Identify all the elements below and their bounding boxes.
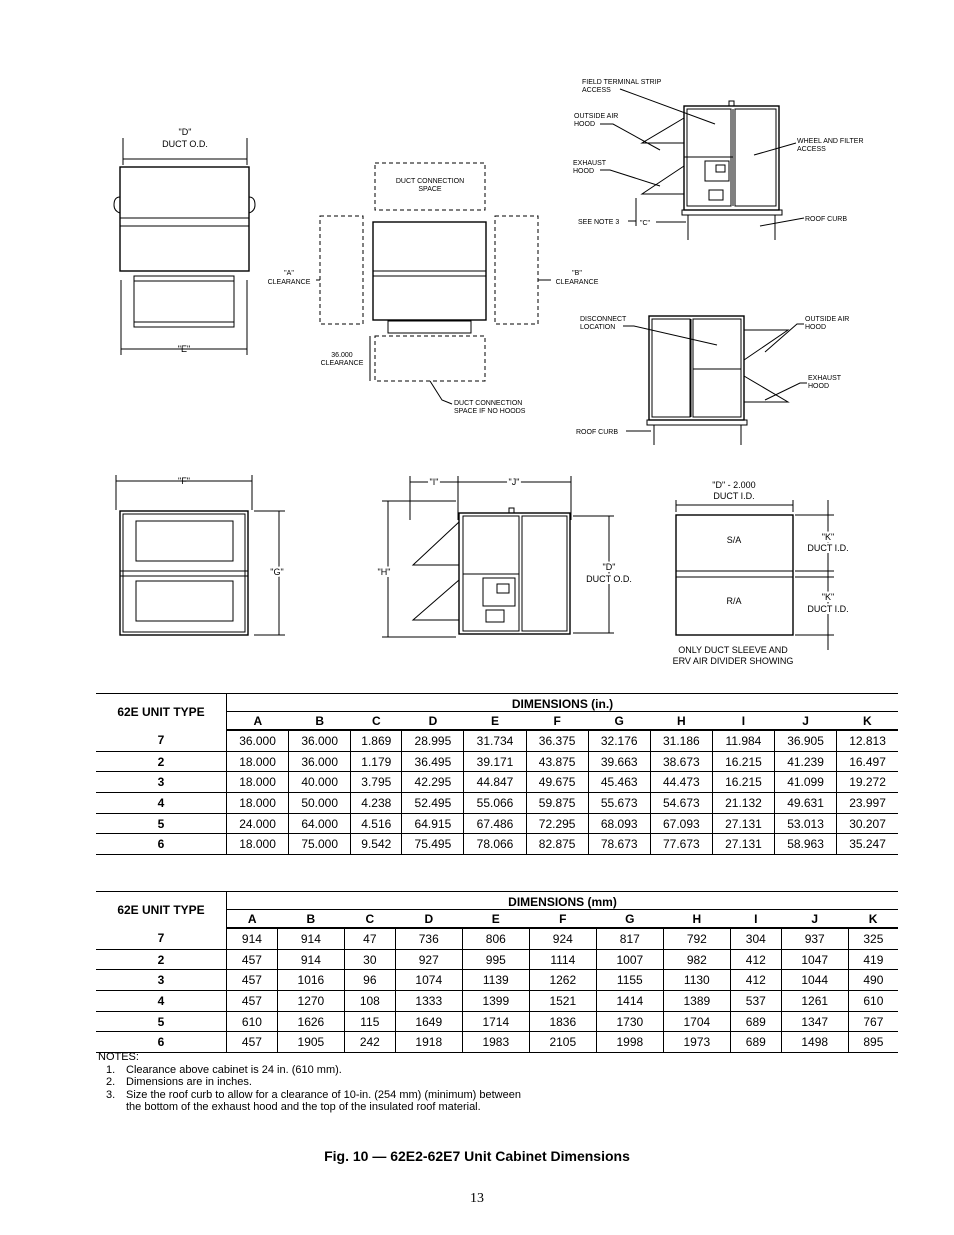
notes (98, 1051, 521, 1114)
dimension-cell: 12.813 (837, 730, 898, 751)
rear-elevation-view (116, 475, 285, 635)
dimension-cell: 43.875 (526, 751, 588, 772)
dimension-cell: 1414 (596, 991, 663, 1012)
dimension-cell: 412 (730, 949, 781, 970)
opposite-side-view (576, 316, 849, 445)
column-header: E (464, 712, 526, 731)
table-row (96, 730, 898, 751)
label-a: "A" (284, 270, 294, 277)
dimension-cell: 44.847 (464, 772, 526, 793)
note-3-num: 3. (106, 1088, 116, 1101)
dimension-cell: 1.869 (351, 730, 402, 751)
dimension-cell: 21.132 (712, 793, 774, 814)
label-k-2: "K" (821, 592, 835, 602)
label-outside-air-hood-4: HOOD (805, 324, 826, 331)
dimension-cell: 72.295 (526, 813, 588, 834)
dimension-cell: 1262 (529, 970, 596, 991)
dimension-cell: 1044 (781, 970, 848, 991)
dimension-cell: 75.495 (402, 834, 464, 855)
label-i-dim: "I" (429, 477, 439, 487)
column-header: B (289, 712, 351, 731)
label-outside-air-hood-3: OUTSIDE AIR (805, 316, 850, 323)
dimension-cell: 31.186 (650, 730, 712, 751)
label-only-duct-1: ONLY DUCT SLEEVE AND (678, 645, 788, 655)
column-header: C (344, 910, 395, 929)
label-roof-curb-1: ROOF CURB (805, 216, 847, 223)
column-header: H (663, 910, 730, 929)
dimension-cell: 36.375 (526, 730, 588, 751)
dimension-cell: 457 (227, 1032, 278, 1053)
unit-type-cell: 3 (96, 970, 227, 991)
note-3 (98, 1089, 521, 1102)
dimension-cell: 39.663 (588, 751, 650, 772)
column-header: F (529, 910, 596, 929)
dimension-cell: 1626 (277, 1011, 344, 1032)
dimension-cell: 1399 (462, 991, 529, 1012)
note-3-text: Size the roof curb to allow for a clearance of 10-in. (254 mm) (minimum) between (126, 1088, 521, 1101)
label-k-duct-1: DUCT I.D. (807, 543, 849, 553)
column-header: G (596, 910, 663, 929)
table-row (96, 970, 898, 991)
dimension-cell: 41.099 (775, 772, 837, 793)
dimension-cell: 108 (344, 991, 395, 1012)
unit-type-cell: 7 (96, 730, 227, 751)
table-row (96, 928, 898, 949)
label-36-clearance: CLEARANCE (320, 360, 364, 367)
dimension-cell: 39.171 (464, 751, 526, 772)
dimension-cell: 54.673 (650, 793, 712, 814)
dimension-cell: 55.066 (464, 793, 526, 814)
dimension-cell: 78.066 (464, 834, 526, 855)
label-e-dim: "E" (177, 344, 191, 354)
dimension-cell: 1918 (395, 1032, 462, 1053)
table-body (96, 730, 898, 855)
dimension-cell: 36.495 (402, 751, 464, 772)
dimension-cell: 45.463 (588, 772, 650, 793)
dimension-cell: 895 (848, 1032, 898, 1053)
label-disconnect-1: DISCONNECT (580, 316, 627, 323)
dimension-cell: 16.497 (837, 751, 898, 772)
figure-caption: Fig. 10 — 62E2-62E7 Unit Cabinet Dimensions (324, 1148, 630, 1164)
label-wheel-filter-1: WHEEL AND FILTER (797, 138, 864, 145)
dimension-cell: 924 (529, 928, 596, 949)
label-return-air: R/A (726, 596, 742, 606)
side-view-hoods (573, 79, 864, 240)
table-row (96, 1032, 898, 1053)
dimension-cell: 67.093 (650, 813, 712, 834)
unit-type-cell: 6 (96, 834, 227, 855)
label-exhaust-hood-3: EXHAUST (808, 375, 842, 382)
dimension-cell: 77.673 (650, 834, 712, 855)
dimension-cell: 47 (344, 928, 395, 949)
column-header: A (227, 712, 289, 731)
dimension-cell: 610 (848, 991, 898, 1012)
table-row (96, 949, 898, 970)
dimension-cell: 44.473 (650, 772, 712, 793)
side-elevation-view (378, 476, 632, 637)
dimension-cell: 1521 (529, 991, 596, 1012)
table-row (96, 751, 898, 772)
dimension-cell: 537 (730, 991, 781, 1012)
dimension-cell: 27.131 (712, 813, 774, 834)
dimension-cell: 412 (730, 970, 781, 991)
dimensions-in-table (96, 693, 898, 855)
dimension-cell: 914 (277, 949, 344, 970)
dimension-cell: 18.000 (227, 793, 289, 814)
dimension-cell: 1998 (596, 1032, 663, 1053)
column-header: K (837, 712, 898, 731)
dimension-cell: 115 (344, 1011, 395, 1032)
dimension-cell: 610 (227, 1011, 278, 1032)
label-see-note: SEE NOTE 3 (578, 219, 620, 226)
dimension-cell: 995 (462, 949, 529, 970)
dimensions-mm-table (96, 891, 898, 1053)
dimension-cell: 49.631 (775, 793, 837, 814)
dimension-cell: 31.734 (464, 730, 526, 751)
duct-sleeve-view (673, 480, 849, 666)
dimension-cell: 914 (227, 928, 278, 949)
label-a-clearance: CLEARANCE (267, 279, 311, 286)
dimension-cell: 1261 (781, 991, 848, 1012)
dimension-cell: 40.000 (289, 772, 351, 793)
label-field-terminal-2: ACCESS (582, 87, 611, 94)
dimension-cell: 52.495 (402, 793, 464, 814)
dimension-cell: 55.673 (588, 793, 650, 814)
dimension-cell: 53.013 (775, 813, 837, 834)
dimension-cell: 1130 (663, 970, 730, 991)
dimension-cell: 1649 (395, 1011, 462, 1032)
column-header: K (848, 910, 898, 929)
note-3-continued: the bottom of the exhaust hood and the top of the insulated roof material. (126, 1101, 481, 1113)
label-d-dim-2: "D" (602, 562, 616, 572)
dimension-cell: 689 (730, 1032, 781, 1053)
label-duct-od: DUCT O.D. (162, 139, 208, 149)
dimension-cell: 11.984 (712, 730, 774, 751)
unit-type-cell: 7 (96, 928, 227, 949)
dimension-cell: 27.131 (712, 834, 774, 855)
dimension-cell: 1139 (462, 970, 529, 991)
dimension-cell: 817 (596, 928, 663, 949)
label-duct-od-2: DUCT O.D. (586, 574, 632, 584)
label-g-dim: "G" (270, 567, 284, 577)
dimension-cell: 1836 (529, 1011, 596, 1032)
unit-type-cell: 2 (96, 751, 227, 772)
dimension-cell: 1730 (596, 1011, 663, 1032)
dimension-cell: 806 (462, 928, 529, 949)
label-roof-curb-2: ROOF CURB (576, 429, 618, 436)
dimension-cell: 1007 (596, 949, 663, 970)
dimension-cell: 1704 (663, 1011, 730, 1032)
label-exhaust-hood-4: HOOD (808, 383, 829, 390)
column-header: J (781, 910, 848, 929)
dimension-cell: 36.000 (227, 730, 289, 751)
note-1-text: Clearance above cabinet is 24 in. (610 mm). (126, 1063, 342, 1076)
dimension-cell: 82.875 (526, 834, 588, 855)
label-outside-air-hood-2: HOOD (574, 121, 595, 128)
label-36: 36.000 (331, 352, 353, 359)
dimension-cell: 1155 (596, 970, 663, 991)
column-header: A (227, 910, 278, 929)
label-duct-no-hoods-1: DUCT CONNECTION (454, 400, 523, 407)
dimension-cell: 18.000 (227, 772, 289, 793)
dimension-cell: 1016 (277, 970, 344, 991)
column-header: F (526, 712, 588, 731)
dimension-cell: 982 (663, 949, 730, 970)
dimension-cell: 9.542 (351, 834, 402, 855)
dimension-cell: 3.795 (351, 772, 402, 793)
note-1 (98, 1064, 521, 1077)
table-row (96, 793, 898, 814)
label-duct-connection-space-1: DUCT CONNECTION (395, 178, 465, 185)
dimension-cell: 4.516 (351, 813, 402, 834)
dimension-cell: 30 (344, 949, 395, 970)
dimension-cell: 18.000 (227, 751, 289, 772)
dimension-cell: 78.673 (588, 834, 650, 855)
label-field-terminal-1: FIELD TERMINAL STRIP (582, 79, 662, 86)
note-1-num: 1. (106, 1063, 116, 1076)
column-header: I (712, 712, 774, 731)
unit-type-cell: 5 (96, 1011, 227, 1032)
unit-type-header: 62E UNIT TYPE (96, 694, 227, 731)
dimension-cell: 937 (781, 928, 848, 949)
dimension-cell: 16.215 (712, 772, 774, 793)
dimension-cell: 36.000 (289, 730, 351, 751)
dimension-cell: 58.963 (775, 834, 837, 855)
column-header: C (351, 712, 402, 731)
column-header: G (588, 712, 650, 731)
label-j-dim: "J" (508, 477, 520, 487)
dimension-cell: 64.000 (289, 813, 351, 834)
label-d-minus: "D" - 2.000 (712, 480, 756, 490)
dimension-cell: 1389 (663, 991, 730, 1012)
note-2 (98, 1076, 521, 1089)
dimension-cell: 914 (277, 928, 344, 949)
dimension-cell: 35.247 (837, 834, 898, 855)
label-wheel-filter-2: ACCESS (797, 146, 826, 153)
dimension-cell: 792 (663, 928, 730, 949)
dimension-cell: 67.486 (464, 813, 526, 834)
table-row (96, 991, 898, 1012)
dimension-cell: 24.000 (227, 813, 289, 834)
notes-title: NOTES: (98, 1051, 139, 1063)
note-2-text: Dimensions are in inches. (126, 1076, 252, 1088)
column-header: H (650, 712, 712, 731)
dimension-cell: 75.000 (289, 834, 351, 855)
dimension-cell: 457 (227, 970, 278, 991)
label-k-duct-2: DUCT I.D. (807, 604, 849, 614)
dimension-cell: 18.000 (227, 834, 289, 855)
dimensions-mm-header: DIMENSIONS (mm) (227, 892, 899, 910)
dimension-cell: 736 (395, 928, 462, 949)
dimension-cell: 4.238 (351, 793, 402, 814)
unit-type-cell: 4 (96, 991, 227, 1012)
column-header: B (277, 910, 344, 929)
dimension-cell: 242 (344, 1032, 395, 1053)
dimension-cell: 64.915 (402, 813, 464, 834)
dimension-cell: 1114 (529, 949, 596, 970)
dimension-cell: 457 (227, 991, 278, 1012)
column-header: E (462, 910, 529, 929)
unit-type-header: 62E UNIT TYPE (96, 892, 227, 929)
label-h-dim: "H" (377, 567, 391, 577)
dimension-cell: 419 (848, 949, 898, 970)
table-body (96, 928, 898, 1053)
label-duct-connection-space-2: SPACE (418, 186, 442, 193)
dimension-cell: 1270 (277, 991, 344, 1012)
unit-type-cell: 3 (96, 772, 227, 793)
dimension-cell: 1.179 (351, 751, 402, 772)
unit-type-cell: 4 (96, 793, 227, 814)
table-row (96, 813, 898, 834)
dimension-cell: 41.239 (775, 751, 837, 772)
label-f-dim: "F" (178, 476, 190, 486)
dimension-cell: 16.215 (712, 751, 774, 772)
dimension-cell: 457 (227, 949, 278, 970)
dimension-cell: 1905 (277, 1032, 344, 1053)
column-header: I (730, 910, 781, 929)
dimension-cell: 1973 (663, 1032, 730, 1053)
front-elevation-view (114, 127, 255, 355)
label-c: "C" (640, 220, 651, 227)
dimension-cell: 325 (848, 928, 898, 949)
dimension-cell: 68.093 (588, 813, 650, 834)
unit-type-cell: 2 (96, 949, 227, 970)
dimension-cell: 36.905 (775, 730, 837, 751)
table-row (96, 1011, 898, 1032)
dimension-cell: 1983 (462, 1032, 529, 1053)
table-row (96, 772, 898, 793)
unit-type-cell: 5 (96, 813, 227, 834)
label-d-dim: "D" (178, 127, 192, 137)
dimension-cell: 50.000 (289, 793, 351, 814)
dimension-cell: 59.875 (526, 793, 588, 814)
dimension-cell: 490 (848, 970, 898, 991)
label-duct-id: DUCT I.D. (713, 491, 755, 501)
dimension-cell: 1333 (395, 991, 462, 1012)
label-b-clearance: CLEARANCE (555, 279, 599, 286)
dimension-cell: 927 (395, 949, 462, 970)
dimension-cell: 304 (730, 928, 781, 949)
table-row (96, 834, 898, 855)
dimension-cell: 30.207 (837, 813, 898, 834)
dimension-cell: 96 (344, 970, 395, 991)
dimension-cell: 42.295 (402, 772, 464, 793)
page-number: 13 (470, 1191, 484, 1206)
label-exhaust-hood-2: HOOD (573, 168, 594, 175)
dimension-cell: 19.272 (837, 772, 898, 793)
label-k-1: "K" (821, 532, 835, 542)
dimensions-in-header: DIMENSIONS (in.) (227, 694, 899, 712)
dimension-cell: 36.000 (289, 751, 351, 772)
dimension-cell: 38.673 (650, 751, 712, 772)
column-header: D (395, 910, 462, 929)
dimension-cell: 1498 (781, 1032, 848, 1053)
label-exhaust-hood-1: EXHAUST (573, 160, 607, 167)
dimension-cell: 23.997 (837, 793, 898, 814)
label-b: "B" (572, 270, 582, 277)
dimension-cell: 1714 (462, 1011, 529, 1032)
dimension-cell: 1347 (781, 1011, 848, 1032)
dimension-cell: 689 (730, 1011, 781, 1032)
label-supply-air: S/A (726, 535, 742, 545)
label-disconnect-2: LOCATION (580, 324, 616, 331)
dimension-cell: 49.675 (526, 772, 588, 793)
label-duct-no-hoods-2: SPACE IF NO HOODS (454, 408, 526, 415)
label-only-duct-2: ERV AIR DIVIDER SHOWING (672, 656, 794, 666)
dimension-cell: 767 (848, 1011, 898, 1032)
dimension-cell: 2105 (529, 1032, 596, 1053)
dimension-cell: 32.176 (588, 730, 650, 751)
note-2-num: 2. (106, 1076, 116, 1088)
column-header: D (402, 712, 464, 731)
dimension-cell: 28.995 (402, 730, 464, 751)
dimension-cell: 1047 (781, 949, 848, 970)
column-header: J (775, 712, 837, 731)
unit-type-cell: 6 (96, 1032, 227, 1053)
label-outside-air-hood-1: OUTSIDE AIR (574, 113, 619, 120)
plan-clearance-view (268, 163, 599, 415)
dimension-cell: 1074 (395, 970, 462, 991)
